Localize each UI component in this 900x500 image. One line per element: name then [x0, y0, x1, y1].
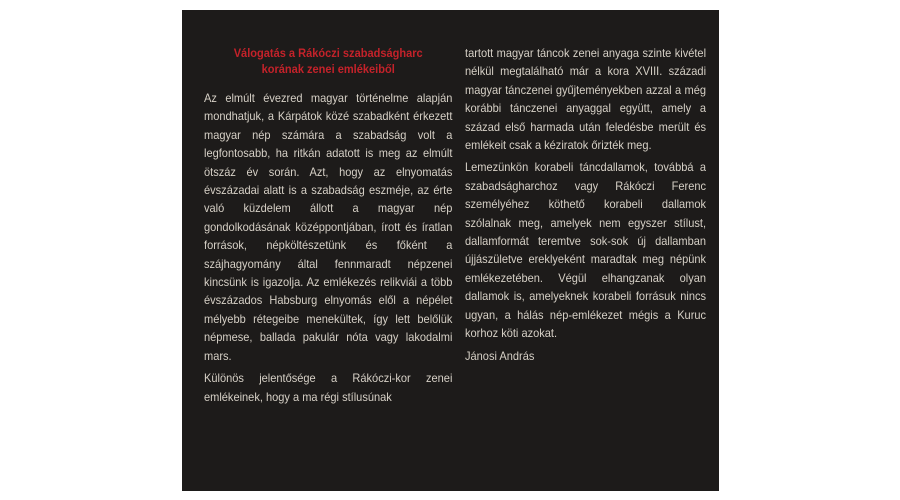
author-signature: Jánosi András: [465, 348, 535, 363]
article-title: [204, 45, 452, 77]
article-title-line-2: korának zenei emlékeiből: [261, 62, 395, 76]
booklet-page: [182, 10, 719, 491]
paragraph-3: Lemezünkön korabeli táncdallamok, továbbá a szabadságharchoz vagy Rákóczi Ferenc személyéhez köthető korabeli dallamok szólalnak meg, amelyek nem egyszer stílust, dallamformát teremtve sok-sok új dallamban újjászületve ereklyeként maradtak meg népünk emlékezetében. Végül elhangzanak olyan dallamok is, amelyeknek korabeli forrásuk nincs ugyan, a hálás nép-emlékezet mégis a Kuruc korhoz köti azokat.: [465, 160, 707, 341]
right-column: [465, 44, 706, 365]
paragraph-2-start: Különös jelentősége a Rákóczi-kor zenei emlékeinek, hogy a ma régi stílusúnak: [204, 371, 453, 404]
left-column: [204, 45, 452, 406]
article-title-line-1: Válogatás a Rákóczi szabadságharc: [233, 46, 423, 60]
paragraph-2-continued: tartott magyar táncok zenei anyaga szinte kivétel nélkül megtalálható már a kora XVIII. századi magyar tánczenei gyűjteményekben azzal a még korábbi tánczenei anyaggal együtt, amely a század első harmada után feledésbe merült és emlékeit csak a kéziratok őrizték meg.: [465, 46, 707, 153]
paragraph-1: Az elmúlt évezred magyar történelme alapján mondhatjuk, a Kárpátok közé szabadként érkezett magyar nép számára a szabadság volt a legfontosabb, ha ritkán adatott is meg az elmúlt ötszáz év során. Azt, hogy az elnyomatás évszázadai alatt is a szabadság eszméje, az érte való küzdelem állott a magyar nép gondolkodásának középpontjában, írott és íratlan források, népköltészetünk és főként a szájhagyomány által fennmaradt népzenei kincsünk is igazolja. Az emlékezés relikviái a több évszázados Habsburg elnyomás elől a népélet mélyebb rétegeibe menekültek, így lett belőlük népmese, ballada pakulár nóta vagy lakodalmi mars.: [204, 91, 453, 363]
